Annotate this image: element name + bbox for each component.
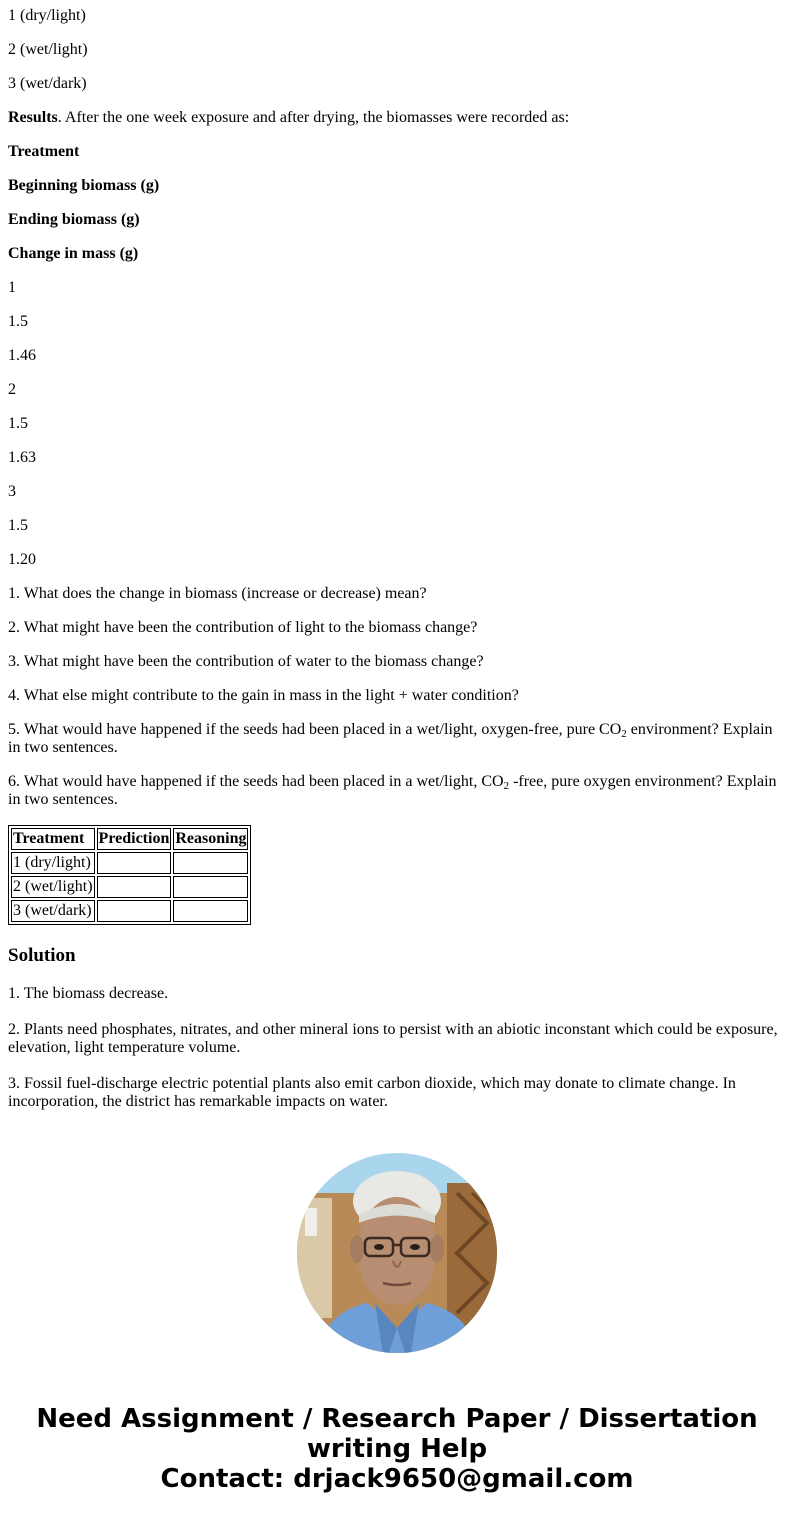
- question-5: [8, 721, 786, 757]
- question-1: 1. What does the change in biomass (increase or decrease) mean?: [8, 585, 427, 602]
- table-cell-empty: [173, 852, 248, 874]
- treatment-line: 2 (wet/light): [8, 41, 88, 58]
- results-header: Treatment: [8, 143, 80, 160]
- solution-answer: 1. The biomass decrease.: [8, 985, 169, 1002]
- table-cell-treatment: 1 (dry/light): [11, 852, 95, 874]
- question-6: [8, 773, 786, 809]
- document-body: [0, 7, 794, 1111]
- table-cell-empty: [97, 876, 172, 898]
- avatar: [297, 1153, 497, 1353]
- results-label: Results: [8, 109, 58, 126]
- solution-answer: 3. Fossil fuel-discharge electric potential plants also emit carbon dioxide, which may donate to climate change. In incorporation, the district has remarkable impacts on water.: [8, 1075, 736, 1110]
- results-value: 2: [8, 381, 16, 398]
- table-cell-empty: [173, 876, 248, 898]
- results-header: Ending biomass (g): [8, 211, 140, 228]
- results-paragraph: [8, 109, 786, 127]
- prediction-table: [8, 825, 251, 925]
- avatar-portrait-image: [297, 1153, 497, 1353]
- subscript: 2: [503, 780, 510, 792]
- results-value: 1.5: [8, 517, 28, 534]
- table-cell-empty: [173, 900, 248, 922]
- results-value: 1.46: [8, 347, 36, 364]
- solution-answer: 2. Plants need phosphates, nitrates, and other mineral ions to persist with an abiotic inconstant which could be exposure, elevation, light temperature volume.: [8, 1021, 778, 1056]
- results-value: 3: [8, 483, 16, 500]
- results-value: 1.63: [8, 449, 36, 466]
- solution-section: [8, 985, 786, 1111]
- question-6-text-end: -free, pure oxygen environment? Explain in two sentences.: [8, 773, 777, 808]
- treatment-line: 1 (dry/light): [8, 7, 86, 24]
- table-row: [11, 876, 248, 898]
- table-header-cell: Treatment: [11, 828, 95, 850]
- results-value: 1: [8, 279, 16, 296]
- contact-email: Contact: drjack9650@gmail.com: [160, 1464, 634, 1494]
- results-value: 1.5: [8, 415, 28, 432]
- solution-heading: Solution: [8, 945, 76, 966]
- question-2: 2. What might have been the contribution of light to the biomass change?: [8, 619, 478, 636]
- table-header-row: [11, 828, 248, 850]
- results-text: . After the one week exposure and after drying, the biomasses were recorded as:: [57, 109, 570, 126]
- table-cell-treatment: 3 (wet/dark): [11, 900, 95, 922]
- results-header: Change in mass (g): [8, 245, 139, 262]
- banner-line: Need Assignment / Research Paper / Dissertation: [36, 1404, 758, 1434]
- banner-line: writing Help: [306, 1434, 488, 1464]
- table-cell-empty: [97, 852, 172, 874]
- treatment-line: 3 (wet/dark): [8, 75, 87, 92]
- table-row: [11, 852, 248, 874]
- table-header-cell: Reasoning: [173, 828, 248, 850]
- table-header-cell: Prediction: [97, 828, 172, 850]
- question-5-text: 5. What would have happened if the seeds had been placed in a wet/light, oxygen-free, pure CO: [8, 721, 622, 738]
- contact-banner: [0, 1404, 794, 1494]
- table-cell-empty: [97, 900, 172, 922]
- results-header: Beginning biomass (g): [8, 177, 160, 194]
- subscript: 2: [621, 728, 627, 740]
- table-row: [11, 900, 248, 922]
- question-4: 4. What else might contribute to the gain in mass in the light + water condition?: [8, 687, 519, 704]
- results-value: 1.20: [8, 551, 36, 568]
- table-cell-treatment: 2 (wet/light): [11, 876, 95, 898]
- question-5-text-end: environment? Explain in two sentences.: [8, 721, 773, 756]
- results-value: 1.5: [8, 313, 28, 330]
- question-6-text: 6. What would have happened if the seeds had been placed in a wet/light, CO: [8, 773, 504, 790]
- question-3: 3. What might have been the contribution of water to the biomass change?: [8, 653, 484, 670]
